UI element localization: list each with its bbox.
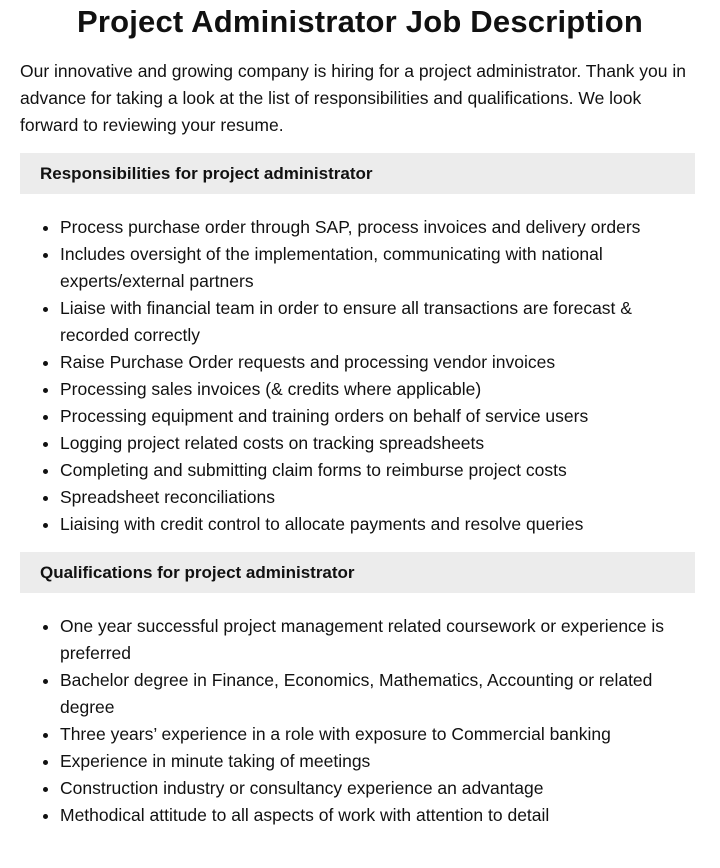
qualifications-list — [0, 613, 700, 829]
list-item: • Processing equipment and training orders on behalf of service users — [60, 403, 700, 430]
list-item: • Completing and submitting claim forms to reimburse project costs — [60, 457, 700, 484]
responsibilities-list — [0, 214, 700, 538]
list-item: • One year successful project management related coursework or experience is preferred — [60, 613, 700, 667]
list-item: • Process purchase order through SAP, process invoices and delivery orders — [60, 214, 700, 241]
list-item: • Liaise with financial team in order to ensure all transactions are forecast & recorded correctly — [60, 295, 700, 349]
list-item: • Includes oversight of the implementation, communicating with national experts/external partners — [60, 241, 700, 295]
list-item: • Processing sales invoices (& credits where applicable) — [60, 376, 700, 403]
responsibilities-heading: Responsibilities for project administrator — [20, 153, 695, 194]
page-title: Project Administrator Job Description — [76, 4, 644, 39]
list-item: • Spreadsheet reconciliations — [60, 484, 700, 511]
qualifications-heading: Qualifications for project administrator — [20, 552, 695, 593]
list-item: • Three years’ experience in a role with exposure to Commercial banking — [60, 721, 700, 748]
list-item: • Methodical attitude to all aspects of work with attention to detail — [60, 802, 700, 829]
list-item: • Logging project related costs on tracking spreadsheets — [60, 430, 700, 457]
list-item: • Experience in minute taking of meetings — [60, 748, 700, 775]
list-item: • Bachelor degree in Finance, Economics, Mathematics, Accounting or related degree — [60, 667, 700, 721]
list-item: • Construction industry or consultancy experience an advantage — [60, 775, 700, 802]
intro-paragraph: Our innovative and growing company is hiring for a project administrator. Thank you in advance for taking a look at the list of responsibilities and qualifications. We look forward to reviewing your resume. — [20, 61, 686, 135]
list-item: • Raise Purchase Order requests and processing vendor invoices — [60, 349, 700, 376]
list-item: • Liaising with credit control to allocate payments and resolve queries — [60, 511, 700, 538]
